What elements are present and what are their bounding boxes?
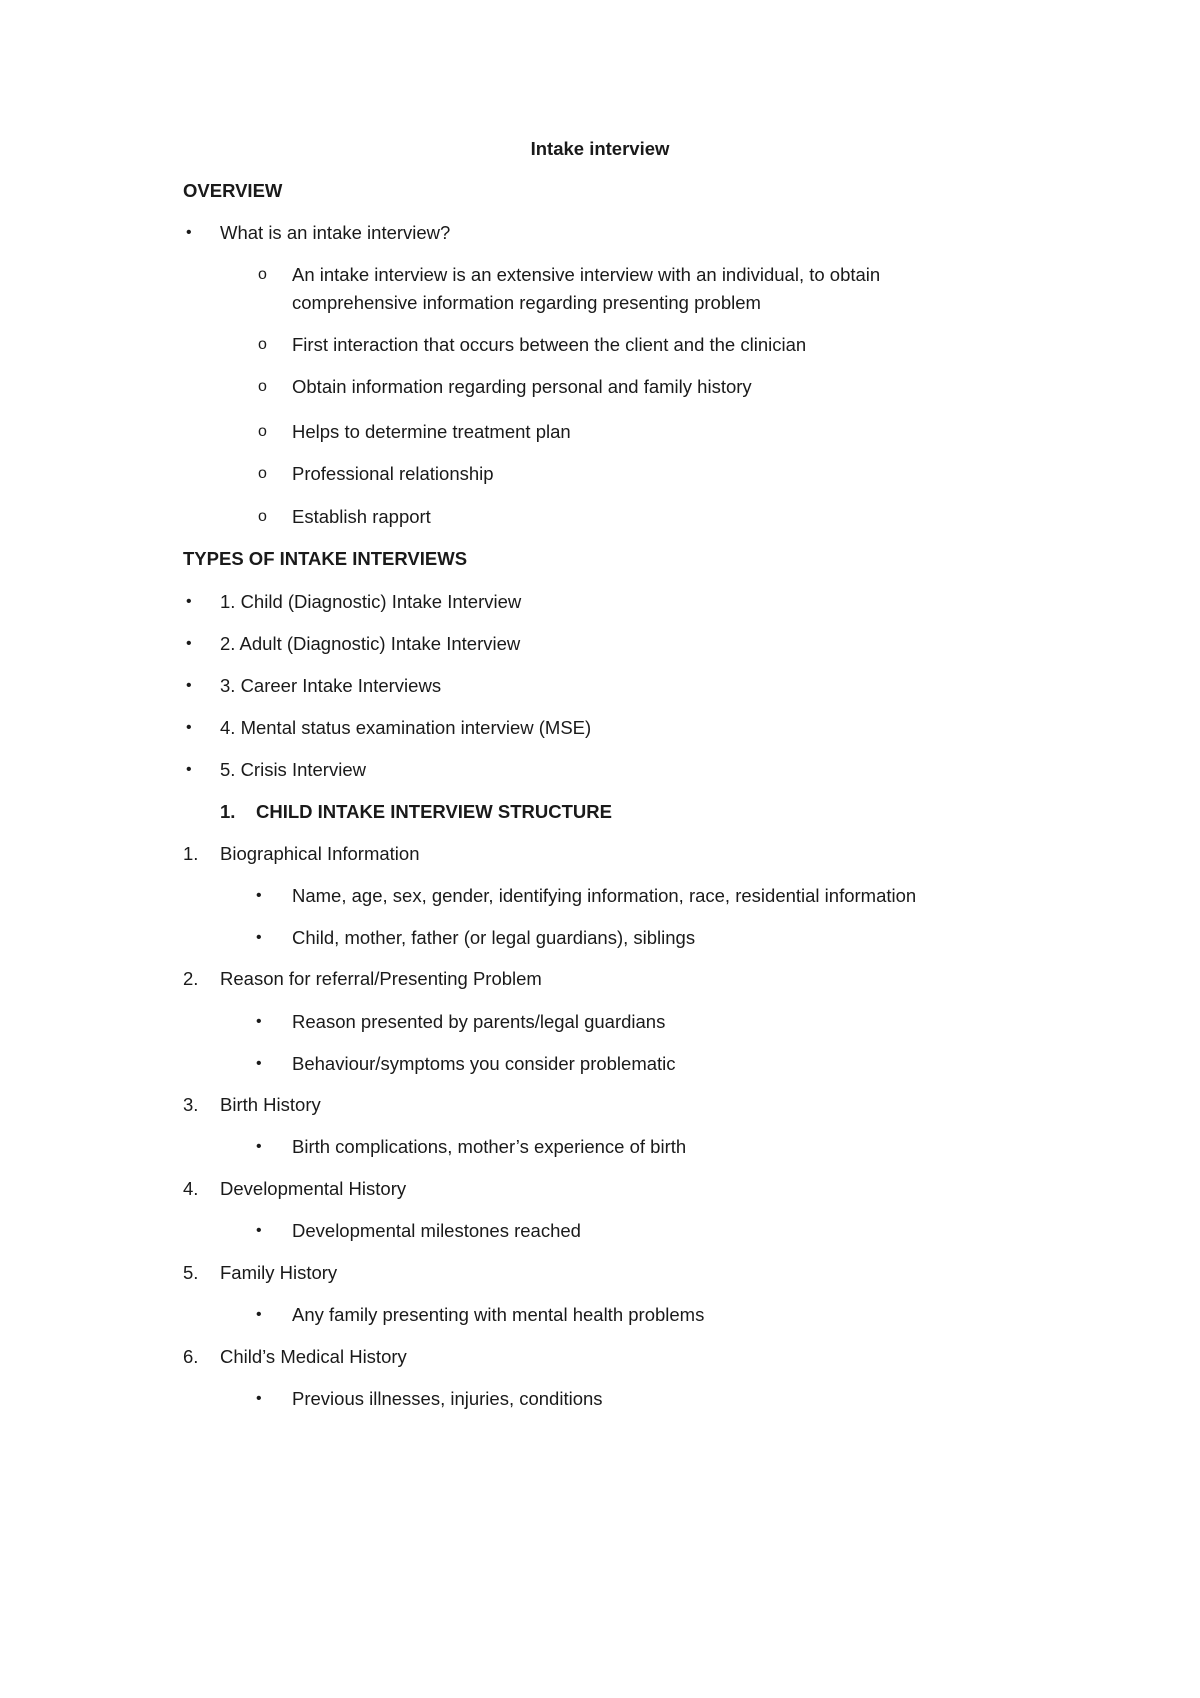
section-number: 6. — [183, 1346, 199, 1367]
overview-point-continuation: comprehensive information regarding presenting problem — [292, 292, 761, 313]
section-point: Previous illnesses, injuries, conditions — [292, 1388, 603, 1409]
bullet-icon: • — [186, 224, 192, 241]
section-label: Reason for referral/Presenting Problem — [220, 968, 542, 989]
overview-heading: OVERVIEW — [183, 180, 283, 201]
bullet-icon: • — [186, 719, 192, 736]
section-label: Biographical Information — [220, 843, 420, 864]
structure-heading-number: 1. — [220, 801, 236, 822]
section-number: 4. — [183, 1178, 199, 1199]
section-number: 5. — [183, 1262, 199, 1283]
bullet-icon: • — [256, 1222, 262, 1239]
bullet-icon: • — [186, 635, 192, 652]
section-point: Developmental milestones reached — [292, 1220, 581, 1241]
section-point: Name, age, sex, gender, identifying information, race, residential information — [292, 885, 917, 906]
bullet-icon: • — [256, 1055, 262, 1072]
types-item: 2. Adult (Diagnostic) Intake Interview — [220, 633, 521, 654]
bullet-icon: • — [256, 1138, 262, 1155]
bullet-icon: • — [256, 1013, 262, 1030]
overview-question: What is an intake interview? — [220, 222, 451, 243]
sub-bullet-icon: o — [258, 423, 267, 440]
sub-bullet-icon: o — [258, 336, 267, 353]
section-label: Child’s Medical History — [220, 1346, 407, 1367]
section-number: 2. — [183, 968, 199, 989]
types-item: 4. Mental status examination interview (MSE) — [220, 717, 592, 738]
bullet-icon: • — [186, 677, 192, 694]
sub-bullet-icon: o — [258, 378, 267, 395]
section-point: Child, mother, father (or legal guardians), siblings — [292, 927, 696, 948]
bullet-icon: • — [256, 1390, 262, 1407]
section-point: Reason presented by parents/legal guardians — [292, 1011, 666, 1032]
section-number: 1. — [183, 843, 199, 864]
bullet-icon: • — [256, 887, 262, 904]
bullet-icon: • — [186, 593, 192, 610]
section-number: 3. — [183, 1094, 199, 1115]
types-heading: TYPES OF INTAKE INTERVIEWS — [183, 548, 468, 569]
sub-bullet-icon: o — [258, 508, 267, 525]
types-item: 3. Career Intake Interviews — [220, 675, 442, 696]
sub-bullet-icon: o — [258, 465, 267, 482]
types-item: 5. Crisis Interview — [220, 759, 366, 780]
section-label: Family History — [220, 1262, 338, 1283]
overview-point: First interaction that occurs between the client and the clinician — [292, 334, 807, 355]
section-point: Any family presenting with mental health problems — [292, 1304, 705, 1325]
section-label: Developmental History — [220, 1178, 407, 1199]
overview-point: Professional relationship — [292, 463, 494, 484]
section-label: Birth History — [220, 1094, 321, 1115]
bullet-icon: • — [256, 929, 262, 946]
types-item: 1. Child (Diagnostic) Intake Interview — [220, 591, 522, 612]
structure-heading: CHILD INTAKE INTERVIEW STRUCTURE — [256, 801, 612, 822]
sub-bullet-icon: o — [258, 266, 267, 283]
overview-point: Obtain information regarding personal and family history — [292, 376, 752, 397]
overview-point: An intake interview is an extensive interview with an individual, to obtain — [292, 264, 881, 285]
overview-point: Helps to determine treatment plan — [292, 421, 571, 442]
bullet-icon: • — [256, 1306, 262, 1323]
overview-point: Establish rapport — [292, 506, 431, 527]
section-point: Behaviour/symptoms you consider problematic — [292, 1053, 676, 1074]
bullet-icon: • — [186, 761, 192, 778]
section-point: Birth complications, mother’s experience of birth — [292, 1136, 687, 1157]
page-title: Intake interview — [530, 138, 670, 159]
